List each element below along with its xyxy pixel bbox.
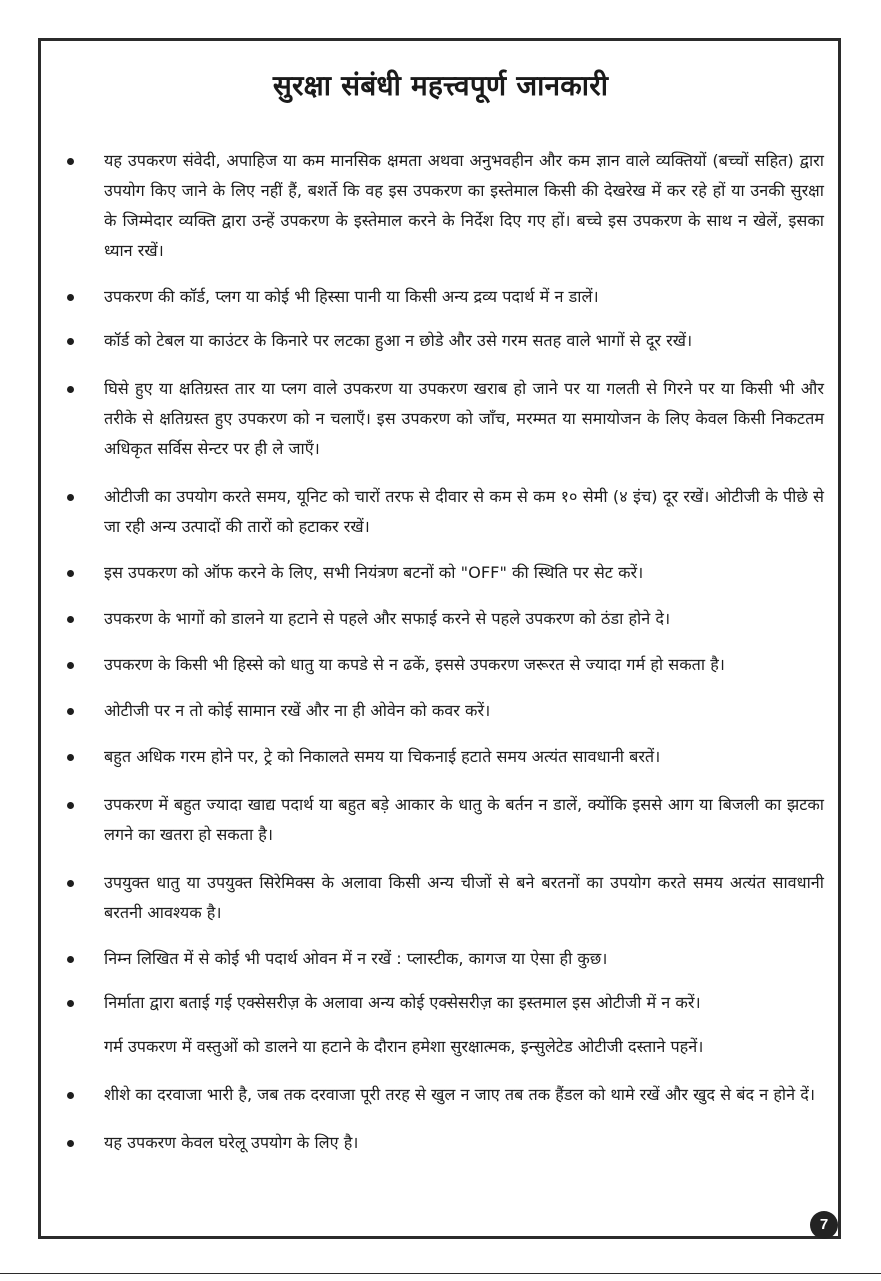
bullet-icon (67, 880, 74, 887)
list-item-text: उपकरण के भागों को डालने या हटाने से पहले और सफाई करने से पहले उपकरण को ठंडा होने दे। (104, 609, 671, 628)
list-item (64, 988, 824, 1062)
list-item-text: उपयुक्त धातु या उपयुक्त सिरेमिक्स के अलावा किसी अन्य चीजों से बने बरतनों का उपयोग करते समय अत्यंत सावधानी बरतनी आवश्यक है। (104, 873, 824, 922)
bullet-icon (67, 662, 74, 669)
list-item-text: इस उपकरण को ऑफ करने के लिए, सभी नियंत्रण बटनों को "OFF" की स्थिति पर सेट करें। (104, 563, 644, 582)
bullet-icon (67, 708, 74, 715)
list-item-text: निर्माता द्वारा बताई गई एक्सेसरीज़ के अलावा अन्य कोई एक्सेसरीज़ का इस्तमाल इस ओटीजी में न करें। (104, 993, 701, 1012)
list-item-text: यह उपकरण केवल घरेलू उपयोग के लिए है। (104, 1133, 359, 1152)
list-item (64, 282, 824, 312)
list-item (64, 558, 824, 588)
bullet-icon (67, 338, 74, 345)
list-item-text: यह उपकरण संवेदी, अपाहिज या कम मानसिक क्षमता अथवा अनुभवहीन और कम ज्ञान वाले व्यक्तियों (बच्चों सहित) द्वारा उपयोग किए जाने के लिए नहीं हैं, बशर्ते कि वह इस उपकरण का इस्तेमाल किसी की देखरेख में कर रहे हों या उनकी सुरक्षा के जिम्मेदार व्यक्ति द्वारा उन्हें उपकरण के इस्तेमाल करने के निर्देश दिए गए हों। बच्चे इस उपकरण के साथ न खेलें, इसका ध्यान रखें। (104, 151, 824, 260)
list-item (64, 868, 824, 928)
list-item (64, 1128, 824, 1158)
bullet-icon (67, 754, 74, 761)
bullet-icon (67, 802, 74, 809)
list-item (64, 326, 824, 356)
list-item-text: उपकरण के किसी भी हिस्से को धातु या कपडे से न ढकें, इससे उपकरण जरूरत से ज्यादा गर्म हो सकता है। (104, 655, 725, 674)
bullet-icon (67, 294, 74, 301)
list-item (64, 146, 824, 266)
bullet-icon (67, 1092, 74, 1099)
list-item-text: घिसे हुए या क्षतिग्रस्त तार या प्लग वाले उपकरण या उपकरण खराब हो जाने पर या गलती से गिरने पर या किसी भी और तरीके से क्षतिग्रस्त हुए उपकरण को न चलाएँ। इस उपकरण को जाँच, मरम्मत या समायोजन के लिए केवल किसी निकटतम अधिकृत सर्विस सेन्टर पर ही ले जाएँ। (104, 379, 824, 458)
list-item-text: शीशे का दरवाजा भारी है, जब तक दरवाजा पूरी तरह से खुल न जाए तब तक हैंडल को थामे रखें और खुद से बंद न होने दें। (104, 1085, 815, 1104)
bullet-icon (67, 616, 74, 623)
safety-list (64, 146, 824, 1158)
list-item-text: उपकरण की कॉर्ड, प्लग या कोई भी हिस्सा पानी या किसी अन्य द्रव्य पदार्थ में न डालें। (104, 287, 599, 306)
bullet-icon (67, 570, 74, 577)
list-item (64, 650, 824, 680)
bullet-icon (67, 494, 74, 501)
list-item-note: गर्म उपकरण में वस्तुओं को डालने या हटाने के दौरान हमेशा सुरक्षात्मक, इन्सुलेटेड ओटीजी दस्ताने पहनें। (104, 1037, 704, 1056)
list-item-text: कॉर्ड को टेबल या काउंटर के किनारे पर लटका हुआ न छोडे और उसे गरम सतह वाले भागों से दूर रखें। (104, 331, 693, 350)
list-item (64, 696, 824, 726)
list-item (64, 790, 824, 850)
bullet-icon (67, 386, 74, 393)
bullet-icon (67, 158, 74, 165)
list-item (64, 374, 824, 464)
bullet-icon (67, 1000, 74, 1007)
list-item-text: बहुत अधिक गरम होने पर, ट्रे को निकालते समय या चिकनाई हटाते समय अत्यंत सावधानी बरतें। (104, 747, 661, 766)
bullet-icon (67, 1140, 74, 1147)
list-item-text: निम्न लिखित में से कोई भी पदार्थ ओवन में न रखें : प्लास्टीक, कागज या ऐसा ही कुछ। (104, 949, 608, 968)
list-item (64, 944, 824, 974)
list-item-text: उपकरण में बहुत ज्यादा खाद्य पदार्थ या बहुत बड़े आकार के धातु के बर्तन न डालें, क्योंकि इससे आग या बिजली का झटका लगने का खतरा हो सकता है। (104, 795, 824, 844)
bullet-icon (67, 956, 74, 963)
list-item (64, 742, 824, 772)
list-item (64, 604, 824, 634)
list-item-text: ओटीजी पर न तो कोई सामान रखें और ना ही ओवेन को कवर करें। (104, 701, 491, 720)
list-item (64, 1080, 824, 1110)
page-title: सुरक्षा संबंधी महत्त्वपूर्ण जानकारी (272, 69, 609, 102)
footer-divider (0, 1273, 881, 1274)
list-item-text: ओटीजी का उपयोग करते समय, यूनिट को चारों तरफ से दीवार से कम से कम १० सेमी (४ इंच) दूर रखें। ओटीजी के पीछे से जा रही अन्य उत्पादों की तारों को हटाकर रखें। (104, 487, 824, 536)
list-item (64, 482, 824, 542)
page-number: 7 (810, 1211, 838, 1239)
